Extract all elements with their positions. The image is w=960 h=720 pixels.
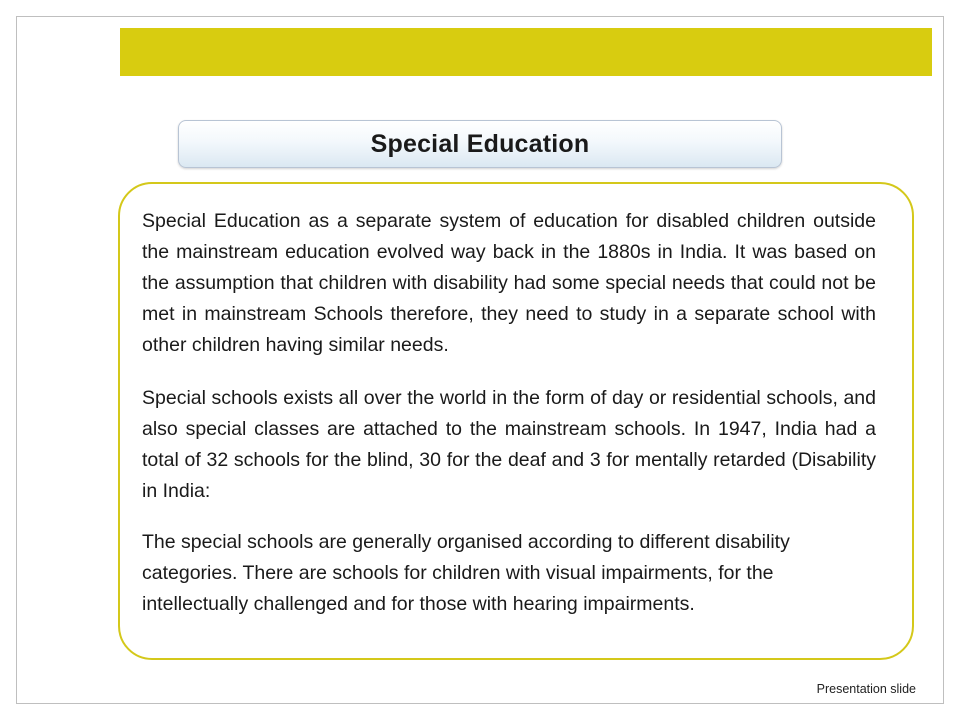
paragraph-2: Special schools exists all over the world in the form of day or residential schools, and also special classes are attached to the mainstream schools. In 1947, India had a total of 32 schools for the blind, 30 for the deaf and 3 for mentally retarded (Disability in India: [142, 387, 876, 502]
footer-label: Presentation slide [816, 682, 916, 696]
paragraph-1: Special Education as a separate system of education for disabled children outside the mainstream education evolved way back in the 1880s in India. It was based on the assumption that children with disability had some special needs that could not be met in mainstream Schools therefore, they need to study in a separate school with other children having similar needs. [142, 210, 876, 356]
slide-content-box [118, 182, 914, 660]
page-title: Special Education [370, 129, 590, 158]
slide-title-box [178, 120, 782, 168]
header-accent-bar [120, 28, 932, 76]
paragraph-3: The special schools are generally organised according to different disability categories. There are schools for children with visual impairments, for the intellectually challenged and for those with hearing impairments. [142, 531, 790, 615]
